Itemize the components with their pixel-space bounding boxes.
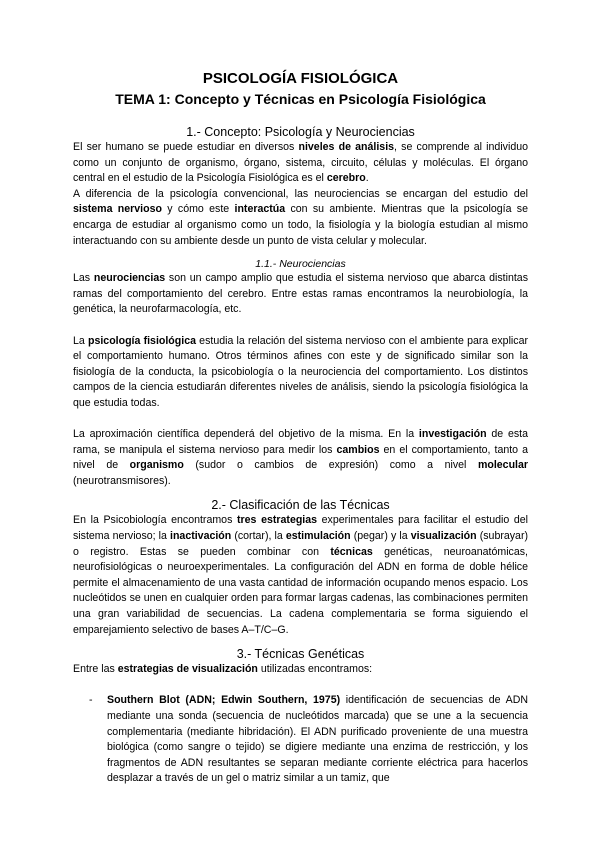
- paragraph: Las neurociencias son un campo amplio que estudia el sistema nervioso que abarca distintas ramas del comportamiento del cerebro. Entre estas ramas encontramos la neurobiología, la genética, la neurofarmacología, etc.: [73, 272, 528, 316]
- technique-list: [73, 693, 528, 787]
- paragraph: El ser humano se puede estudiar en diversos niveles de análisis, se comprende al individuo como un conjunto de organismo, órgano, sistema, circuito, células y moléculas. El órgano central en el estudio de la Psicología Fisiológica es el cerebro.: [73, 141, 528, 185]
- section-heading-tecnicas-geneticas: 3.- Técnicas Genéticas: [236, 647, 365, 662]
- paragraph: Entre las estrategias de visualización utilizadas encontramos:: [73, 663, 373, 676]
- document-page: [73, 70, 528, 787]
- section-heading-clasificacion: 2.- Clasificación de las Técnicas: [211, 498, 390, 513]
- subsection-heading-neurociencias: 1.1.- Neurociencias: [255, 258, 346, 271]
- document-title: PSICOLOGÍA FISIOLÓGICA: [202, 70, 399, 87]
- paragraph: A diferencia de la psicología convencional, las neurociencias se encargan del estudio del sistema nervioso y cómo este interactúa con su ambiente. Mientras que la psicología se encarga de estudiar al organismo como un todo, la fisiología y la biología estudian al mismo interactuando con su ambiente desde un punto de vista celular y molecular.: [73, 187, 528, 247]
- list-item: - Southern Blot (ADN; Edwin Southern, 1975) identificación de secuencias de ADN mediante una sonda (secuencia de nucleótidos marcada) que se une a la secuencia complementaria (mediante hibridación). El ADN purificado proveniente de una muestra biológica (como sangre o tejido) se digiere mediante una enzima de restricción, y los fragmentos de ADN resultantes se separan mediante corriente eléctrica para hacerlos desplazar a través de un gel o matriz similar a un tamiz, que: [89, 694, 528, 785]
- section-heading-concepto: 1.- Concepto: Psicología y Neurociencias: [186, 125, 415, 139]
- paragraph: En la Psicobiología encontramos tres estrategias experimentales para facilitar el estudio del sistema nervioso; la inactivación (cortar), la estimulación (pegar) y la visualización (subrayar) o registro. Estas se pueden combinar con técnicas genéticas, neuroanatómicas, neurofisiológicas o neuroexperimentales. La configuración del ADN en forma de doble hélice permite el almacenamiento de una vasta cantidad de información ocupando menos espacio. Los nucleótidos se unen en cualquier orden para formar largas cadenas, las combinaciones permiten una gran variabilidad de secuencias. La cadena complementaria se forma siguiendo el emparejamiento selectivo de bases A–T/C–G.: [73, 514, 529, 636]
- paragraph: La psicología fisiológica estudia la relación del sistema nervioso con el ambiente para explicar el comportamiento humano. Otros términos afines con este y de significado similar son la fisiología de la conducta, la psicobiología o la neurociencia del comportamiento. Los distintos campos de la ciencia estudiarán diferentes niveles de análisis, siendo la psicología fisiológica la que estudia todas.: [73, 334, 528, 409]
- paragraph: La aproximación científica dependerá del objetivo de la misma. En la investigación de esta rama, se manipula el sistema nervioso para medir los cambios en el comportamiento, tanto a nivel de organismo (sudor o cambios de expresión) como a nivel molecular (neurotransmisores).: [73, 428, 528, 487]
- bullet-dash: -: [89, 694, 93, 707]
- document-subtitle: TEMA 1: Concepto y Técnicas en Psicología Fisiológica: [115, 91, 486, 107]
